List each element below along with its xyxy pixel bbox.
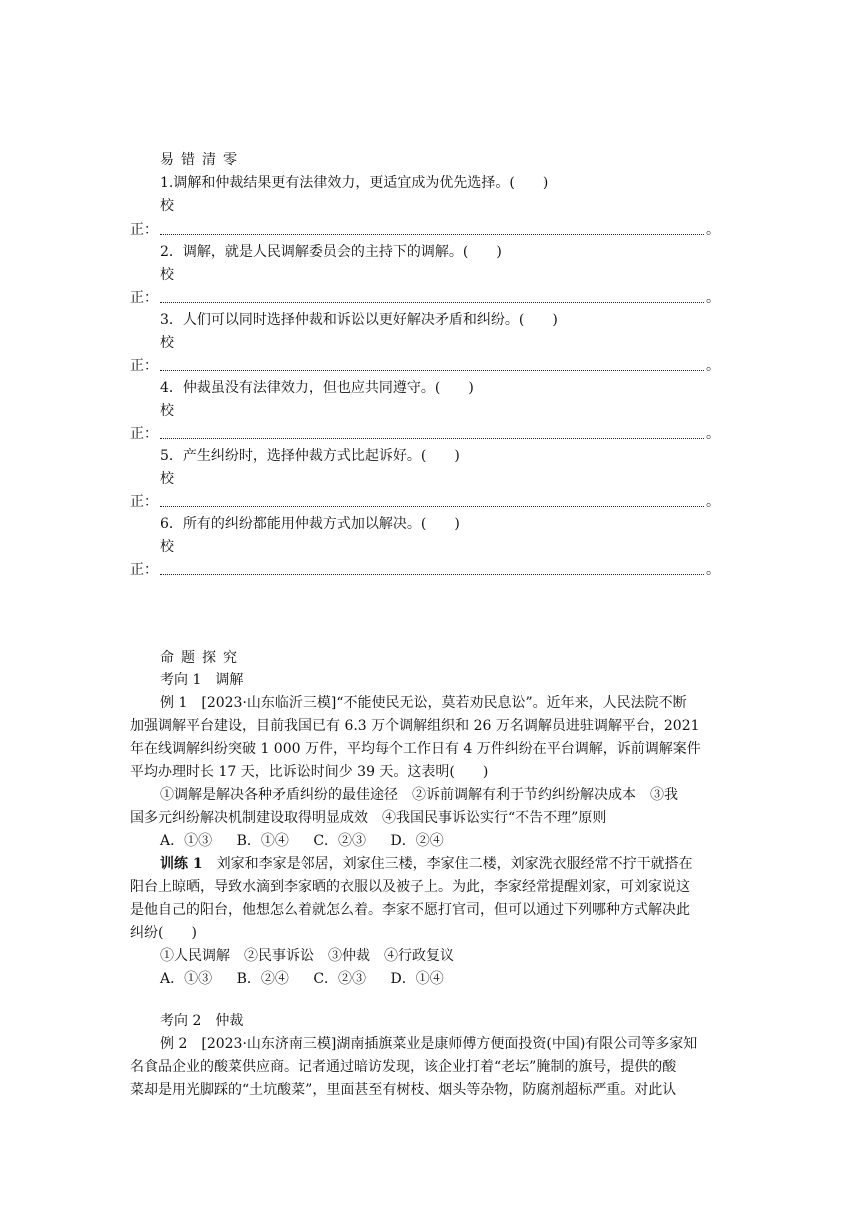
training-1-line: 阳台上晾晒，导致水滴到李家晒的衣服以及被子上。为此，李家经常提醒刘家，可刘家说这 <box>130 879 690 895</box>
proofread-label: 正： <box>130 562 158 578</box>
dotted-answer-line <box>160 370 704 371</box>
option-d: D．①④ <box>390 971 444 987</box>
option-d: D．②④ <box>390 833 444 849</box>
proofread-line-3 <box>130 356 720 376</box>
dotted-answer-line <box>160 302 704 303</box>
proofread-label: 正： <box>130 290 158 306</box>
example-1-statements: 国多元纠纷解决机制建设取得明显成效 ④我国民事诉讼实行“不告不理”原则 <box>130 810 607 826</box>
proofread-prefix: 校 <box>160 335 174 351</box>
end-mark: 。 <box>706 494 720 510</box>
option-b: B．①④ <box>236 833 289 849</box>
proofread-label: 正： <box>130 358 158 374</box>
example-1-statements: ①调解是解决各种矛盾纠纷的最佳途径 ②诉前调解有利于节约纠纷解决成本 ③我 <box>160 787 678 803</box>
end-mark: 。 <box>706 426 720 442</box>
option-c: C．②③ <box>313 971 367 987</box>
end-mark: 。 <box>706 290 720 306</box>
example-2-line: 例 2 [2023·山东济南三模]湖南插旗菜业是康师傅方便面投资(中国)有限公司等多家知 <box>160 1036 698 1052</box>
proofread-line-1 <box>130 220 720 240</box>
option-a: A．①③ <box>160 833 213 849</box>
training-1-line <box>160 854 693 874</box>
dotted-answer-line <box>160 574 704 575</box>
option-a: A．①③ <box>160 971 213 987</box>
error-item-5: 5．产生纠纷时，选择仲裁方式比起诉好。( ) <box>160 448 460 464</box>
proofread-prefix: 校 <box>160 267 174 283</box>
proofread-label: 正： <box>130 494 158 510</box>
example-1-line: 加强调解平台建设，目前我国已有 6.3 万个调解组织和 26 万名调解员进驻调解平台，2021 <box>130 718 700 734</box>
proofread-line-6 <box>130 560 720 580</box>
error-item-3: 3．人们可以同时选择仲裁和诉讼以更好解决矛盾和纠纷。( ) <box>160 312 558 328</box>
proofread-label: 正： <box>130 426 158 442</box>
end-mark: 。 <box>706 358 720 374</box>
proofread-prefix: 校 <box>160 198 174 214</box>
direction-heading-2: 考向 2 仲裁 <box>160 1013 244 1029</box>
end-mark: 。 <box>706 562 720 578</box>
training-1-line: 是他自己的阳台，他想怎么着就怎么着。李家不愿打官司，但可以通过下列哪种方式解决此 <box>130 902 690 918</box>
training-1-statements: ①人民调解 ②民事诉讼 ③仲裁 ④行政复议 <box>160 948 454 964</box>
example-1-line: 年在线调解纠纷突破 1 000 万件，平均每个工作日有 4 万件纠纷在平台调解，诉前调解案件 <box>130 741 701 757</box>
dotted-answer-line <box>160 438 704 439</box>
proofread-line-4 <box>130 424 720 444</box>
proofread-line-5 <box>130 492 720 512</box>
section-title-error-clearing: 易错清零 <box>160 152 244 168</box>
proofread-label: 正： <box>130 222 158 238</box>
error-item-1: 1.调解和仲裁结果更有法律效力，更适宜成为优先选择。( ) <box>160 175 549 191</box>
option-c: C．②③ <box>313 833 367 849</box>
end-mark: 。 <box>706 222 720 238</box>
dotted-answer-line <box>160 506 704 507</box>
example-2-line: 菜却是用光脚踩的“土坑酸菜”，里面甚至有树枝、烟头等杂物，防腐剂超标严重。对此认 <box>130 1082 677 1098</box>
error-item-6: 6．所有的纠纷都能用仲裁方式加以解决。( ) <box>160 516 460 532</box>
example-1-line: 平均办理时长 17 天，比诉讼时间少 39 天。这表明( ) <box>130 764 489 780</box>
training-1-line: 纠纷( ) <box>130 925 197 941</box>
example-2-line: 名食品企业的酸菜供应商。记者通过暗访发现，该企业打着“老坛”腌制的旗号，提供的酸 <box>130 1059 677 1075</box>
proofread-prefix: 校 <box>160 471 174 487</box>
section-title-proposition-inquiry: 命题探究 <box>160 650 244 666</box>
direction-heading-1: 考向 1 调解 <box>160 672 244 688</box>
dotted-answer-line <box>160 234 704 235</box>
error-item-2: 2．调解，就是人民调解委员会的主持下的调解。( ) <box>160 244 502 260</box>
error-item-4: 4．仲裁虽没有法律效力，但也应共同遵守。( ) <box>160 380 474 396</box>
example-1-options <box>160 831 464 851</box>
proofread-prefix: 校 <box>160 403 174 419</box>
proofread-line-2 <box>130 288 720 308</box>
example-1-line: 例 1 [2023·山东临沂三模]“不能使民无讼，莫若劝民息讼”。近年来，人民法院不断 <box>160 695 687 711</box>
training-1-label: 训练 1 <box>160 856 203 872</box>
training-1-text: 刘家和李家是邻居，刘家住三楼，李家住二楼，刘家洗衣服经常不拧干就搭在 <box>202 856 693 872</box>
proofread-prefix: 校 <box>160 539 174 555</box>
option-b: B．②④ <box>236 971 289 987</box>
training-1-options <box>160 969 464 989</box>
